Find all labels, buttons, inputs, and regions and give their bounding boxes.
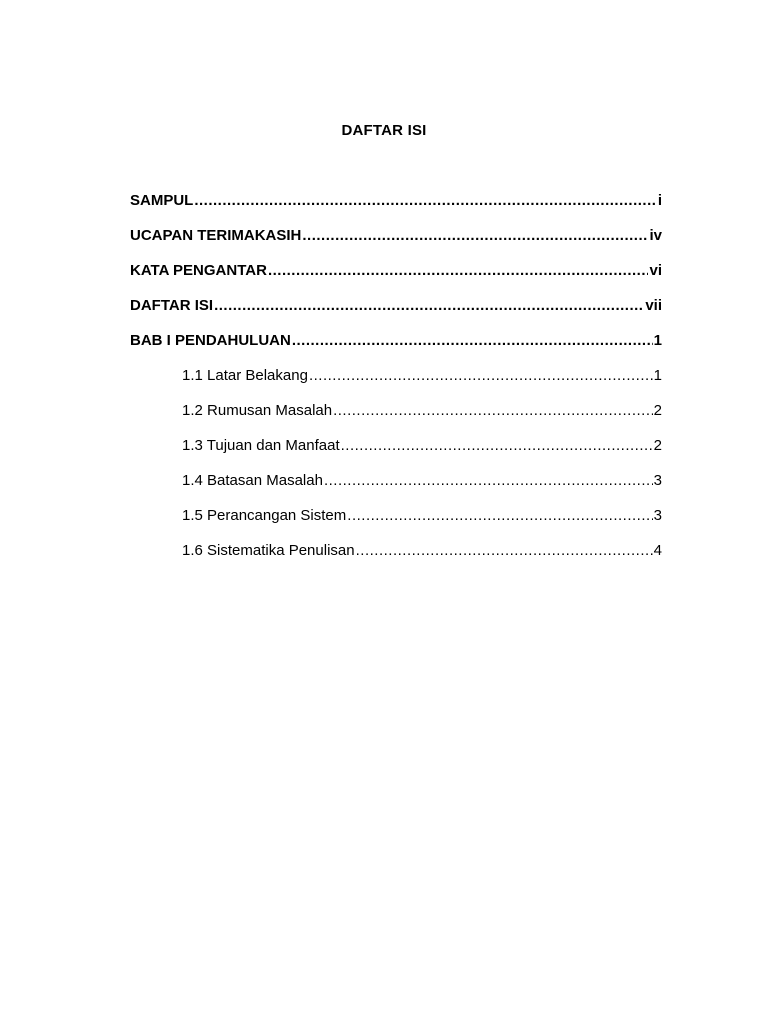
toc-leader-dots xyxy=(194,188,656,214)
toc-entry-page: 4 xyxy=(653,542,662,559)
toc-entry-label: 1.4 Batasan Masalah xyxy=(182,472,323,489)
toc-entry-page: vi xyxy=(649,262,662,279)
toc-entry-label: 1.1 Latar Belakang xyxy=(182,367,308,384)
toc-entry-page: i xyxy=(657,192,662,209)
toc-entry-page: 2 xyxy=(653,402,662,419)
toc-entry-sampul xyxy=(130,188,662,223)
toc-leader-dots xyxy=(341,433,653,459)
toc-subentry-1-6 xyxy=(130,538,662,573)
toc-leader-dots xyxy=(324,468,653,494)
toc-leader-dots xyxy=(356,538,653,564)
table-of-contents xyxy=(130,188,662,573)
toc-subentry-1-2 xyxy=(130,398,662,433)
toc-subentry-1-5 xyxy=(130,503,662,538)
page-title: DAFTAR ISI xyxy=(341,122,427,139)
toc-entry-label: UCAPAN TERIMAKASIH xyxy=(130,227,302,244)
toc-entry-label: KATA PENGANTAR xyxy=(130,262,267,279)
toc-entry-label: BAB I PENDAHULUAN xyxy=(130,332,291,349)
toc-entry-kata-pengantar xyxy=(130,258,662,293)
toc-entry-daftar-isi xyxy=(130,293,662,328)
toc-entry-label: 1.5 Perancangan Sistem xyxy=(182,507,347,524)
toc-entry-label: DAFTAR ISI xyxy=(130,297,214,314)
toc-entry-label: 1.6 Sistematika Penulisan xyxy=(182,542,355,559)
toc-entry-page: vii xyxy=(645,297,662,314)
toc-entry-page: 1 xyxy=(653,367,662,384)
toc-entry-label: SAMPUL xyxy=(130,192,194,209)
toc-leader-dots xyxy=(214,293,644,319)
toc-leader-dots xyxy=(347,503,652,529)
toc-entry-label: 1.2 Rumusan Masalah xyxy=(182,402,333,419)
toc-entry-page: 3 xyxy=(653,507,662,524)
toc-leader-dots xyxy=(268,258,649,284)
toc-leader-dots xyxy=(292,328,653,354)
toc-leader-dots xyxy=(302,223,648,249)
toc-entry-label: 1.3 Tujuan dan Manfaat xyxy=(182,437,340,454)
toc-entry-page: iv xyxy=(649,227,662,244)
toc-entry-page: 3 xyxy=(653,472,662,489)
toc-subentry-1-1 xyxy=(130,363,662,398)
toc-entry-page: 2 xyxy=(653,437,662,454)
toc-subentry-1-4 xyxy=(130,468,662,503)
toc-leader-dots xyxy=(309,363,653,389)
toc-leader-dots xyxy=(333,398,653,424)
toc-entry-page: 1 xyxy=(653,332,662,349)
toc-subentry-1-3 xyxy=(130,433,662,468)
toc-entry-ucapan-terimakasih xyxy=(130,223,662,258)
toc-entry-bab-i xyxy=(130,328,662,363)
